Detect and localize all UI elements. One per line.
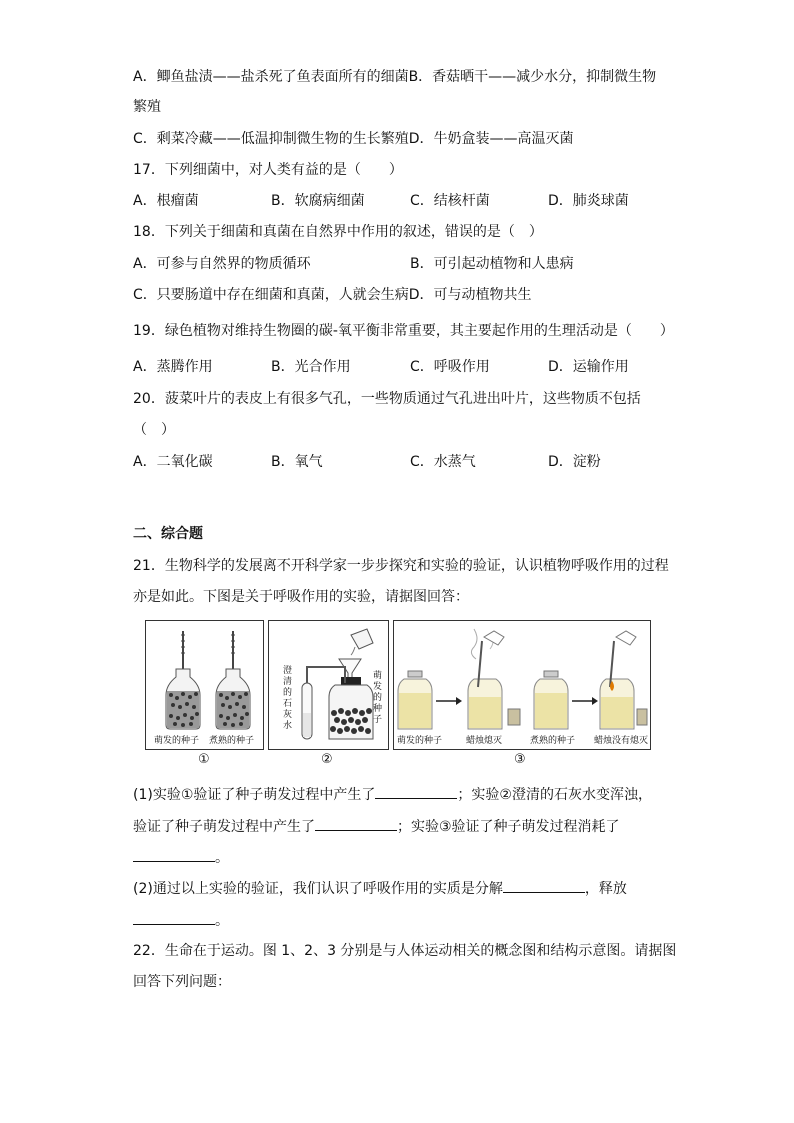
- q21-sub1-text-e: 。: [215, 850, 229, 866]
- q16-line-2: 繁殖: [133, 99, 161, 115]
- p3-caption-3: 煮熟的种子: [530, 736, 576, 746]
- q20-stem-2: （ ）: [133, 422, 175, 438]
- p3-caption-1: 萌发的种子: [397, 736, 443, 746]
- p1-caption-boiled: 煮熟的种子: [209, 736, 255, 746]
- p3-caption-4: 蜡烛没有熄灭: [594, 736, 649, 746]
- q20-option-a: A．二氧化碳: [133, 454, 213, 470]
- p2-char: 清: [283, 677, 293, 687]
- q21-sub1-text-d: ；实验③验证了种子萌发过程消耗了: [397, 819, 620, 835]
- q17-option-a: A．根瘤菌: [133, 193, 199, 209]
- q19-stem: 19．绿色植物对维持生物圈的碳-氧平衡非常重要，其主要起作用的生理活动是（ ）: [133, 323, 674, 339]
- figure-number-2: ②: [321, 752, 333, 767]
- q21-sub2-text-a: (2)通过以上实验的验证，我们认识了呼吸作用的实质是分解: [133, 881, 503, 897]
- p2-char: 澄: [283, 666, 293, 676]
- bottles-illustration: [146, 621, 263, 749]
- p2-char: 发: [373, 682, 383, 692]
- q17-stem: 17．下列细菌中，对人类有益的是（ ）: [133, 162, 403, 178]
- p2-char: 子: [373, 715, 383, 725]
- q19-option-c: C．呼吸作用: [410, 359, 490, 375]
- p2-char: 灰: [283, 710, 293, 720]
- q16-line-1: A．鲫鱼盐渍——盐杀死了鱼表面所有的细菌B．香菇晒干——减少水分，抑制微生物: [133, 69, 657, 85]
- p2-label-limewater: [283, 666, 293, 732]
- q22-stem-2: 回答下列问题：: [133, 974, 231, 990]
- q21-sub1-text-c: 验证了种子萌发过程中产生了: [133, 819, 315, 835]
- q17-option-b: B．软腐病细菌: [271, 193, 365, 209]
- q21-sub2-line2: [133, 910, 229, 931]
- q17-option-c: C．结核杆菌: [410, 193, 490, 209]
- q18-stem: 18．下列关于细菌和真菌在自然界中作用的叙述，错误的是（ ）: [133, 224, 543, 240]
- q19-option-a: A．蒸腾作用: [133, 359, 213, 375]
- q21-stem-1: 21．生物科学的发展离不开科学家一步步探究和实验的验证，认识植物呼吸作用的过程: [133, 558, 669, 574]
- figure-number-3: ③: [514, 752, 526, 767]
- q17-option-d: D．肺炎球菌: [548, 193, 629, 209]
- figure-panel-3: [393, 620, 651, 750]
- q19-option-b: B．光合作用: [271, 359, 351, 375]
- q18-option-b: B．可引起动植物和人患病: [410, 256, 574, 272]
- p2-char: 水: [283, 721, 293, 731]
- q20-option-d: D．淀粉: [548, 454, 601, 470]
- q18-options-cd: C．只要肠道中存在细菌和真菌，人就会生病D．可与动植物共生: [133, 287, 532, 303]
- q21-sub1-text-b: ；实验②澄清的石灰水变浑浊，: [457, 787, 652, 803]
- figure-panel-1: [145, 620, 264, 750]
- p1-caption-germinating: 萌发的种子: [154, 736, 200, 746]
- answer-blank[interactable]: [133, 910, 215, 925]
- q16-line-3: C．剩菜冷藏——低温抑制微生物的生长繁殖D．牛奶盒装——高温灭菌: [133, 131, 574, 147]
- q21-sub1-text-a: (1)实验①验证了种子萌发过程中产生了: [133, 787, 376, 803]
- p2-char: 的: [283, 688, 293, 698]
- p2-char: 的: [373, 693, 383, 703]
- answer-blank[interactable]: [133, 847, 215, 862]
- p2-char: 萌: [373, 671, 383, 681]
- q21-sub2-text-c: 。: [215, 913, 229, 929]
- p2-char: 石: [283, 699, 293, 709]
- q22-stem-1: 22．生命在于运动。图 1、2、3 分别是与人体运动相关的概念图和结构示意图。请据图: [133, 943, 677, 959]
- q20-stem-1: 20．菠菜叶片的表皮上有很多气孔，一些物质通过气孔进出叶片，这些物质不包括: [133, 391, 641, 407]
- answer-blank[interactable]: [375, 784, 457, 799]
- candle-experiment-illustration: [394, 621, 650, 749]
- p3-caption-2: 蜡烛熄灭: [466, 736, 503, 746]
- answer-blank[interactable]: [503, 878, 585, 893]
- q20-option-b: B．氧气: [271, 454, 323, 470]
- answer-blank[interactable]: [315, 816, 397, 831]
- q21-sub2-line1: [133, 878, 627, 899]
- p2-char: 种: [373, 704, 383, 714]
- p2-label-seeds: [373, 671, 383, 726]
- section-title: 二、综合题: [133, 526, 203, 542]
- q21-stem-2: 亦是如此。下图是关于呼吸作用的实验，请据图回答：: [133, 589, 469, 605]
- q19-option-d: D．运输作用: [548, 359, 629, 375]
- q21-sub1-line1: [133, 784, 652, 805]
- figure-panel-2: [268, 620, 389, 750]
- q20-option-c: C．水蒸气: [410, 454, 476, 470]
- q21-sub1-line2: [133, 816, 620, 837]
- figure-number-1: ①: [198, 752, 210, 767]
- q18-option-a: A．可参与自然界的物质循环: [133, 256, 311, 272]
- q21-sub1-line3: [133, 847, 229, 868]
- q21-sub2-text-b: ，释放: [584, 881, 627, 897]
